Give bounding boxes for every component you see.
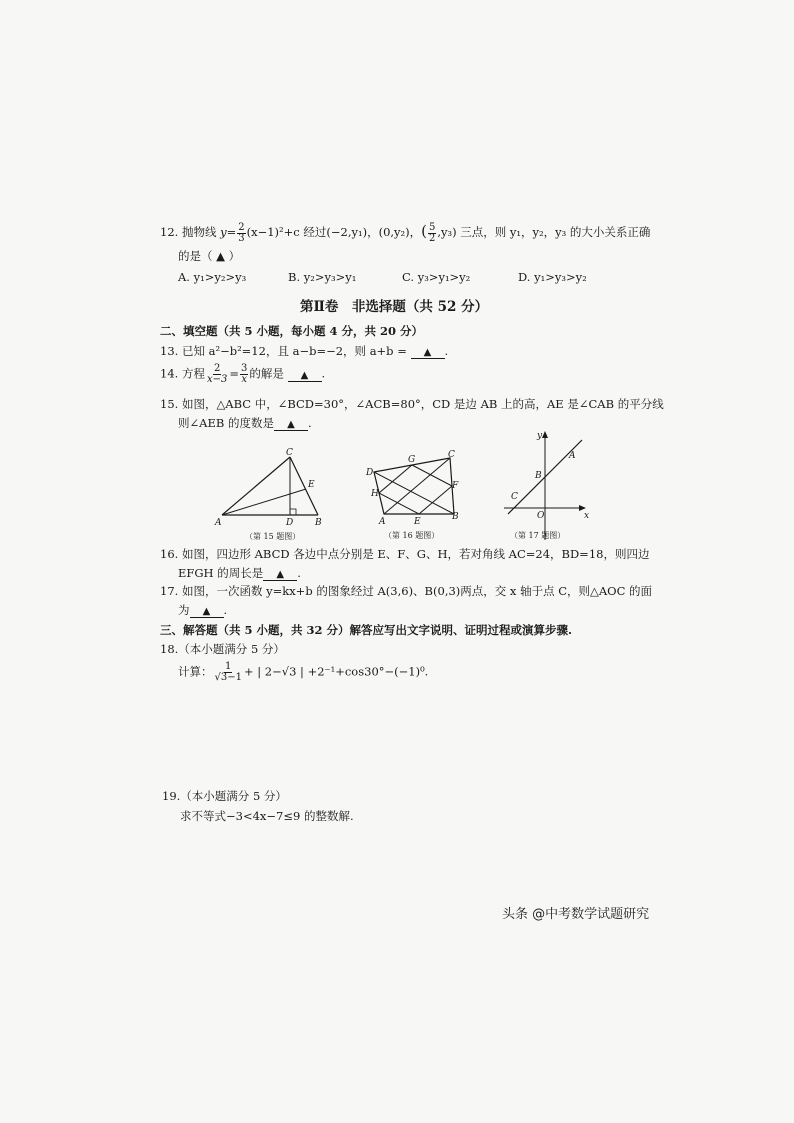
fig16-label-b: B bbox=[452, 512, 459, 522]
fig16-label-f: F bbox=[452, 481, 459, 491]
part3-header: 三、解答题（共 5 小题，共 32 分）解答应写出文字说明、证明过程或演算步骤. bbox=[160, 623, 573, 637]
q12-option-d: D. y₁>y₃>y₂ bbox=[518, 270, 587, 284]
q12-number: 12. bbox=[160, 225, 179, 239]
fig16-label-d: D bbox=[366, 468, 374, 478]
figure-15 bbox=[210, 445, 335, 545]
q15-answer-blank: ▲ bbox=[274, 419, 308, 431]
part2-header: 二、填空题（共 5 小题，每小题 4 分，共 20 分） bbox=[160, 324, 424, 338]
q19-text: 求不等式−3<4x−7≤9 的整数解. bbox=[180, 809, 354, 823]
q12-option-b: B. y₂>y₃>y₁ bbox=[288, 270, 357, 284]
fig15-label-e: E bbox=[308, 480, 315, 490]
fig16-caption: （第 16 题图） bbox=[384, 531, 440, 540]
fig16-label-e: E bbox=[414, 517, 421, 527]
q12-option-c: C. y₃>y₁>y₂ bbox=[402, 270, 471, 284]
q16-line1: 16. 如图，四边形 ABCD 各边中点分别是 E、F、G、H，若对角线 AC=24，BD=18，则四边 bbox=[160, 547, 650, 561]
q15-line1: 15. 如图，△ABC 中，∠BCD=30°，∠ACB=80°，CD 是边 AB 上的高，AE 是∠CAB 的平分线 bbox=[160, 397, 664, 411]
fig17-label-b: B bbox=[535, 471, 542, 481]
figure-17 bbox=[500, 428, 605, 546]
q14: 14. 方程 $\frac{2}{x-3}$ = $\frac{3}{x}$ 的解是 ▲ . bbox=[160, 363, 326, 385]
fig16-label-a: A bbox=[379, 517, 386, 527]
q17-answer-blank: ▲ bbox=[190, 606, 224, 618]
fig16-label-c: C bbox=[448, 450, 455, 460]
watermark: 头条 @中考数学试题研究 bbox=[502, 907, 650, 922]
section-2-title: 第Ⅱ卷 非选择题（共 52 分） bbox=[300, 299, 489, 315]
q18-expression: 计算： $\frac{1}{√3-1}$ + | 2−√3 | +2⁻¹+cos30°−(−1)⁰. bbox=[178, 661, 429, 683]
q12-option-a: A. y₁>y₂>y₃ bbox=[178, 270, 247, 284]
q13-answer-blank: ▲ bbox=[411, 347, 445, 359]
fig17-label-x: x bbox=[584, 511, 590, 521]
fig17-label-o: O bbox=[537, 511, 545, 521]
q17-line1: 17. 如图，一次函数 y=kx+b 的图象经过 A(3,6)、B(0,3)两点，交 x 轴于点 C，则△AOC 的面 bbox=[160, 584, 653, 598]
fig15-label-a: A bbox=[215, 518, 222, 528]
q13: 13. 已知 a²−b²=12，且 a−b=−2，则 a+b = ▲ . bbox=[160, 344, 449, 358]
fig17-label-a: A bbox=[569, 451, 576, 461]
fig16-label-h: H bbox=[371, 489, 379, 499]
fig17-caption: （第 17 题图） bbox=[510, 531, 566, 540]
q16-answer-blank: ▲ bbox=[263, 569, 297, 581]
q19-title: 19.（本小题满分 5 分） bbox=[162, 789, 287, 803]
q14-answer-blank: ▲ bbox=[288, 370, 322, 382]
q12-fraction: $\frac{2}{3}$ bbox=[238, 221, 245, 244]
q15-line2: 则∠AEB 的度数是 ▲ . bbox=[178, 416, 312, 430]
figure-16 bbox=[362, 448, 467, 546]
fig17-label-c: C bbox=[511, 492, 518, 502]
fig16-label-g: G bbox=[408, 455, 416, 465]
fig15-label-b: B bbox=[315, 518, 322, 528]
q18-title: 18.（本小题满分 5 分） bbox=[160, 642, 285, 656]
fig17-label-y: y bbox=[537, 431, 543, 441]
q12-line1: 12. 抛物线 y= $\frac{2}{3}$ (x−1)²+c 经过(−2,y₁)，(0,y₂)，( $\frac{5}{2}$ ,y₃) 三点，则 y₁，y₂，y₃ 的大小关系正确 bbox=[160, 221, 651, 244]
q12-line2: 的是（ ▲ ） bbox=[178, 249, 241, 263]
fig15-label-c: C bbox=[286, 448, 293, 458]
fig15-caption: （第 15 题图） bbox=[245, 532, 301, 541]
fig15-label-d: D bbox=[286, 518, 294, 528]
q16-line2: EFGH 的周长是 ▲ . bbox=[178, 566, 301, 580]
q17-line2: 为 ▲ . bbox=[178, 603, 228, 617]
